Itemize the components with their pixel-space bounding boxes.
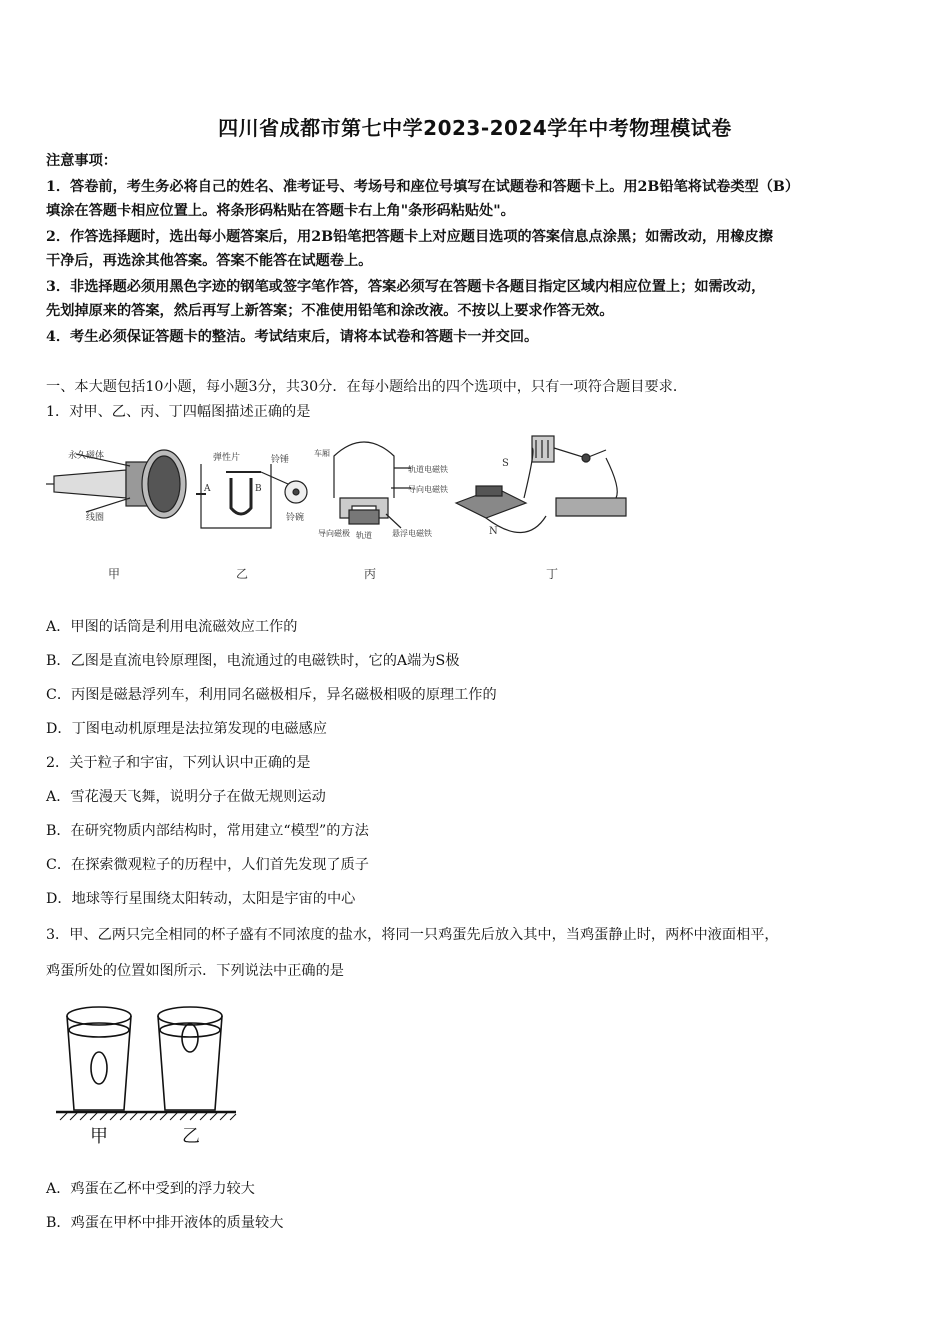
- label-a-end: A: [204, 484, 211, 494]
- q1-option-d: D．丁图电动机原理是法拉第发现的电磁感应: [46, 721, 327, 737]
- egg-in-jia: [91, 1052, 107, 1084]
- cup-yi-body: [158, 1016, 222, 1110]
- label-coil: 线圈: [86, 513, 105, 523]
- label-levitation-electromagnet: 悬浮电磁铁: [392, 529, 432, 538]
- q1-figure: [46, 428, 636, 588]
- q2-option-b: B．在研究物质内部结构时，常用建立“模型”的方法: [46, 823, 369, 839]
- label-permanent-magnet: 永久磁体: [68, 451, 105, 461]
- label-b-end: B: [255, 484, 262, 494]
- question-3-stem-line1: 3．甲、乙两只完全相同的杯子盛有不同浓度的盐水，将同一只鸡蛋先后放入其中，当鸡蛋静止时，两杯中液面相平，: [46, 927, 779, 943]
- question-1-stem: 1．对甲、乙、丙、丁四幅图描述正确的是: [46, 404, 311, 420]
- question-3-stem-line2: 鸡蛋所处的位置如图所示．下列说法中正确的是: [46, 963, 344, 979]
- label-guide-gap: 导向磁极: [318, 529, 350, 538]
- cups-drawing: [56, 1000, 246, 1150]
- q2-option-c: C．在探索微观粒子的历程中，人们首先发现了质子: [46, 857, 369, 873]
- q2-option-d: D．地球等行星围绕太阳转动，太阳是宇宙的中心: [46, 891, 356, 907]
- notice-line: 干净后，再选涂其他答案。答案不能答在试题卷上。: [46, 253, 373, 269]
- notice-line: 2．作答选择题时，选出每小题答案后，用2B铅笔把答题卡上对应题目选项的答案信息点涂黑；如需改动，用橡皮擦: [46, 229, 773, 245]
- notice-heading: 注意事项：: [46, 153, 117, 169]
- label-n-pole: N: [489, 526, 498, 537]
- notice-line: 1．答卷前，考生务必将自己的姓名、准考证号、考场号和座位号填写在试题卷和答题卡上。用2B铅笔将试卷类型（B）: [46, 179, 800, 195]
- cup-jia-body: [67, 1016, 131, 1110]
- section-heading: 一、本大题包括10小题，每小题3分，共30分．在每小题给出的四个选项中，只有一项符合题目要求．: [46, 379, 688, 395]
- label-s-pole: S: [502, 458, 509, 469]
- figure-label-jia: 甲: [108, 567, 121, 581]
- label-track: 轨道: [356, 531, 372, 540]
- label-carriage: 车厢: [314, 449, 330, 458]
- label-bell-bowl: 铃碗: [286, 513, 305, 523]
- motor-illustration: [456, 436, 626, 533]
- cup-label-yi: 乙: [182, 1126, 200, 1147]
- label-spring-plate: 弹性片: [213, 453, 241, 463]
- question-2-stem: 2．关于粒子和宇宙，下列认识中正确的是: [46, 755, 311, 771]
- notice-line: 3．非选择题必须用黑色字迹的钢笔或签字笔作答，答案必须写在答题卡各题目指定区域内相应位置上；如需改动，: [46, 279, 766, 295]
- notice-line: 先划掉原来的答案，然后再写上新答案；不准使用铅笔和涂改液。不按以上要求作答无效。: [46, 303, 614, 319]
- q3-option-b: B．鸡蛋在甲杯中排开液体的质量较大: [46, 1215, 284, 1231]
- microphone-illustration: [46, 450, 186, 518]
- label-guide-electromagnet: 导向电磁铁: [408, 485, 448, 494]
- q2-option-a: A．雪花漫天飞舞，说明分子在做无规则运动: [46, 789, 326, 805]
- q1-option-b: B．乙图是直流电铃原理图，电流通过的电磁铁时，它的A端为S极: [46, 653, 460, 669]
- q1-option-c: C．丙图是磁悬浮列车，利用同名磁极相斥，异名磁极相吸的原理工作的: [46, 687, 497, 703]
- notice-line: 填涂在答题卡相应位置上。将条形码粘贴在答题卡右上角"条形码粘贴处"。: [46, 203, 515, 219]
- label-track-electromagnet: 轨道电磁铁: [408, 465, 448, 474]
- q3-option-a: A．鸡蛋在乙杯中受到的浮力较大: [46, 1181, 255, 1197]
- q3-figure: [56, 1000, 246, 1150]
- figure-label-bing: 丙: [364, 567, 377, 581]
- maglev-illustration: [334, 442, 411, 528]
- cup-label-jia: 甲: [90, 1126, 108, 1147]
- page-title: 四川省成都市第七中学2023-2024学年中考物理模试卷: [218, 116, 732, 140]
- figure-label-ding: 丁: [546, 567, 559, 581]
- egg-in-yi: [182, 1024, 198, 1052]
- q1-option-a: A．甲图的话筒是利用电流磁效应工作的: [46, 619, 298, 635]
- q1-figure-drawing: [46, 428, 636, 588]
- notice-line: 4．考生必须保证答题卡的整洁。考试结束后，请将本试卷和答题卡一并交回。: [46, 329, 539, 345]
- figure-label-yi: 乙: [236, 567, 249, 581]
- label-hammer: 铃锤: [271, 455, 290, 465]
